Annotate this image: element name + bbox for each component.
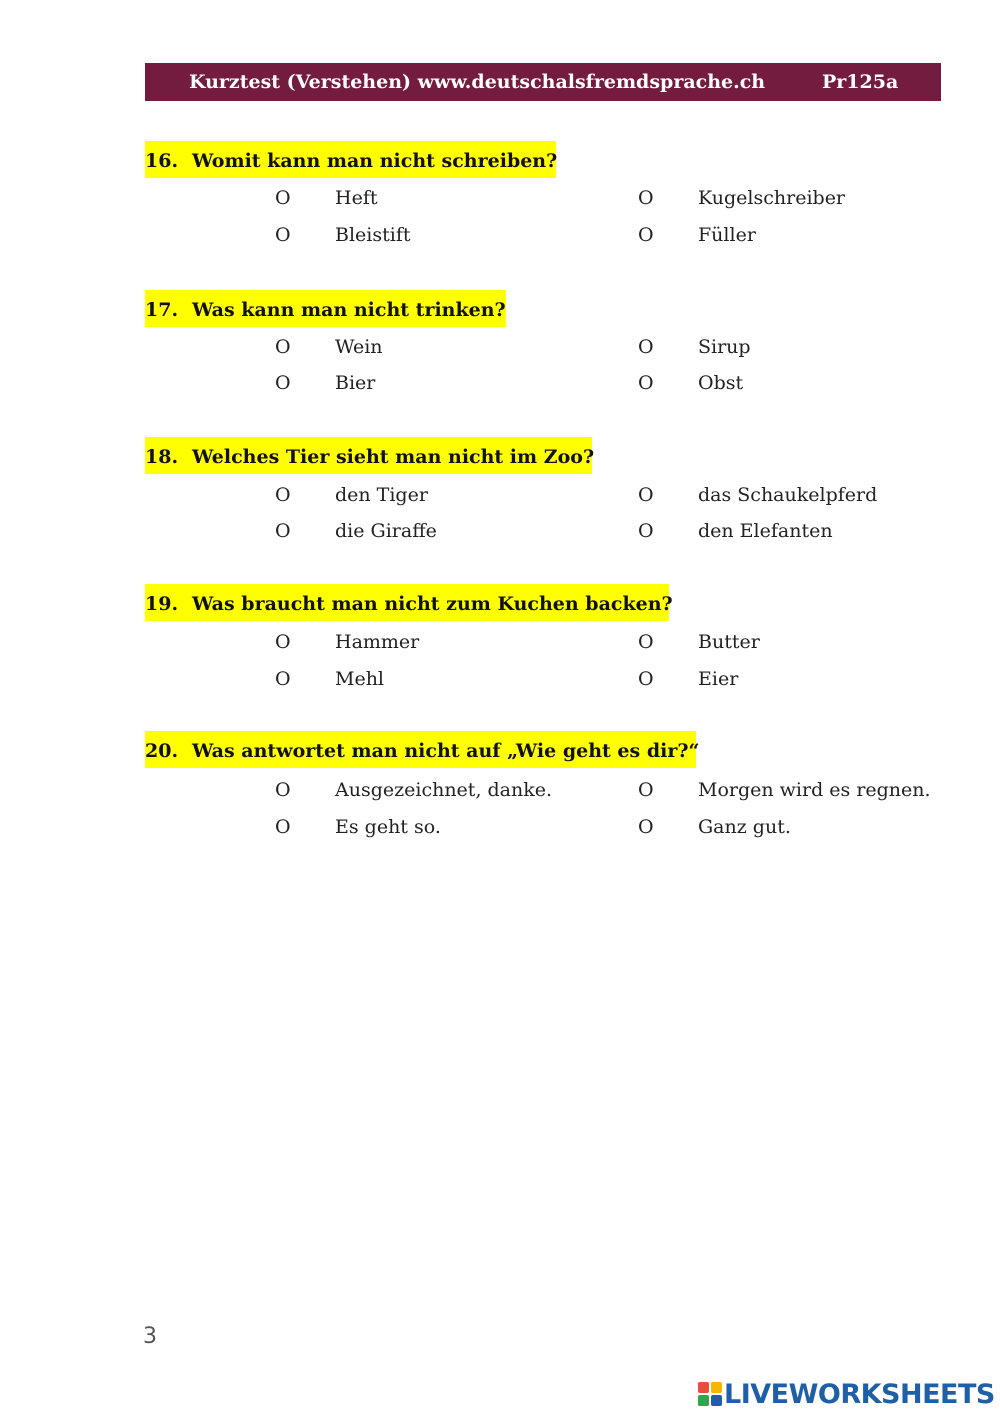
option-marker[interactable]: O	[638, 372, 654, 394]
header-bar	[145, 63, 941, 101]
option-marker[interactable]: O	[275, 372, 291, 394]
logo-square-red	[698, 1382, 709, 1393]
option-label: Obst	[698, 372, 744, 394]
question-16	[145, 141, 556, 178]
liveworksheets-icon	[698, 1382, 722, 1406]
option-label: Eier	[698, 668, 739, 690]
option-marker[interactable]: O	[275, 484, 291, 506]
question-number: 17.	[145, 299, 179, 321]
option-marker[interactable]: O	[275, 631, 291, 653]
header-code: Pr125a	[822, 71, 899, 93]
page-number: 3	[143, 1324, 157, 1349]
option-label: den Tiger	[335, 484, 428, 506]
question-20	[145, 731, 700, 768]
option-label: die Giraffe	[335, 520, 437, 542]
question-text: Womit kann man nicht schreiben?	[192, 150, 558, 172]
option-marker[interactable]: O	[275, 816, 291, 838]
option-label: Kugelschreiber	[698, 187, 846, 209]
question-number: 20.	[145, 740, 179, 762]
option-label: Füller	[698, 224, 756, 246]
option-marker[interactable]: O	[638, 336, 654, 358]
option-marker[interactable]: O	[638, 816, 654, 838]
header-title: Kurztest (Verstehen) www.deutschalsfremdsprache.ch	[189, 71, 766, 93]
logo-square-yellow	[711, 1382, 722, 1393]
option-label: Ausgezeichnet, danke.	[335, 779, 553, 801]
option-label: Sirup	[698, 336, 751, 358]
option-marker[interactable]: O	[275, 779, 291, 801]
question-text: Was braucht man nicht zum Kuchen backen?	[192, 593, 673, 615]
question-text: Was antwortet man nicht auf „Wie geht es dir?“	[192, 740, 700, 762]
option-label: den Elefanten	[698, 520, 833, 542]
option-marker[interactable]: O	[275, 520, 291, 542]
option-label: Mehl	[335, 668, 385, 690]
option-label: Wein	[335, 336, 383, 358]
option-marker[interactable]: O	[638, 484, 654, 506]
option-label: Hammer	[335, 631, 420, 653]
question-number: 19.	[145, 593, 179, 615]
logo-square-blue	[711, 1395, 722, 1406]
option-marker[interactable]: O	[275, 668, 291, 690]
option-marker[interactable]: O	[638, 520, 654, 542]
logo-square-green	[698, 1395, 709, 1406]
question-number: 18.	[145, 446, 179, 468]
question-17	[145, 290, 506, 327]
option-label: Bleistift	[335, 224, 411, 246]
option-marker[interactable]: O	[275, 224, 291, 246]
option-marker[interactable]: O	[275, 187, 291, 209]
question-19	[145, 584, 673, 621]
brand-name: LIVEWORKSHEETS	[724, 1379, 995, 1410]
option-label: Heft	[335, 187, 378, 209]
option-label: Ganz gut.	[698, 816, 791, 838]
option-label: Butter	[698, 631, 760, 653]
option-label: Es geht so.	[335, 816, 441, 838]
option-marker[interactable]: O	[275, 336, 291, 358]
option-marker[interactable]: O	[638, 668, 654, 690]
option-label: das Schaukelpferd	[698, 484, 878, 506]
option-marker[interactable]: O	[638, 224, 654, 246]
option-label: Morgen wird es regnen.	[698, 779, 931, 801]
question-number: 16.	[145, 150, 179, 172]
question-text: Was kann man nicht trinken?	[192, 299, 506, 321]
question-text: Welches Tier sieht man nicht im Zoo?	[192, 446, 595, 468]
option-label: Bier	[335, 372, 376, 394]
option-marker[interactable]: O	[638, 779, 654, 801]
liveworksheets-logo[interactable]	[698, 1379, 998, 1409]
option-marker[interactable]: O	[638, 187, 654, 209]
question-18	[145, 437, 595, 474]
option-marker[interactable]: O	[638, 631, 654, 653]
